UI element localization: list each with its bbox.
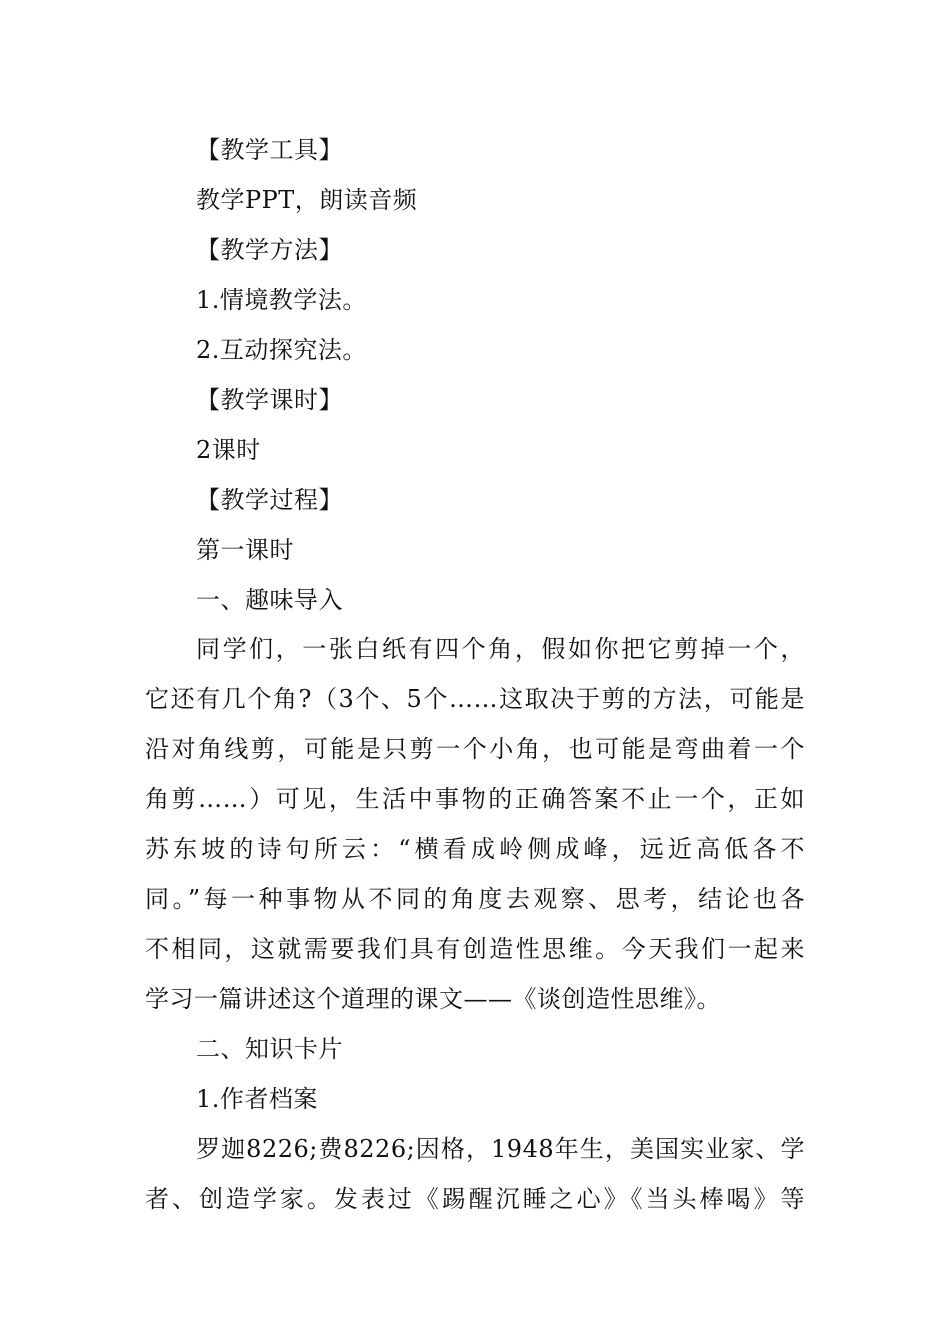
teaching-tools-text: 教学PPT，朗读音频: [196, 186, 418, 214]
first-lesson-label: 第一课时: [196, 536, 294, 564]
paragraph-line: 学习一篇讲述这个道理的课文——《谈创造性思维》。: [145, 985, 721, 1013]
author-profile-heading: 1.作者档案: [196, 1085, 318, 1113]
heading-teaching-tools: 【教学工具】: [196, 136, 343, 164]
paragraph-line: 沿对角线剪，可能是只剪一个小角，也可能是弯曲着一个: [145, 735, 805, 763]
paragraph-line: 者、创造学家。发表过《踢醒沉睡之心》《当头棒喝》等: [145, 1185, 805, 1213]
paragraph-line: 苏东坡的诗句所云：“横看成岭侧成峰，远近高低各不: [145, 835, 805, 863]
paragraph-line: 罗迦8226;费8226;因格，1948年生，美国实业家、学: [196, 1135, 805, 1163]
paragraph-line: 不相同，这就需要我们具有创造性思维。今天我们一起来: [145, 935, 805, 963]
class-hours-text: 2课时: [196, 436, 261, 464]
section-2-heading: 二、知识卡片: [196, 1035, 343, 1063]
heading-class-hours: 【教学课时】: [196, 386, 343, 414]
paragraph-line: 同学们，一张白纸有四个角，假如你把它剪掉一个，: [196, 635, 805, 663]
method-item-2: 2.互动探究法。: [196, 336, 367, 364]
method-item-1: 1.情境教学法。: [196, 286, 367, 314]
paragraph-line: 同。”每一种事物从不同的角度去观察、思考，结论也各: [145, 885, 805, 913]
heading-teaching-methods: 【教学方法】: [196, 236, 343, 264]
paragraph-line: 它还有几个角?（3个、5个……这取决于剪的方法，可能是: [145, 685, 805, 713]
heading-teaching-process: 【教学过程】: [196, 486, 343, 514]
section-1-heading: 一、趣味导入: [196, 586, 343, 614]
paragraph-line: 角剪……）可见，生活中事物的正确答案不止一个，正如: [145, 785, 805, 813]
